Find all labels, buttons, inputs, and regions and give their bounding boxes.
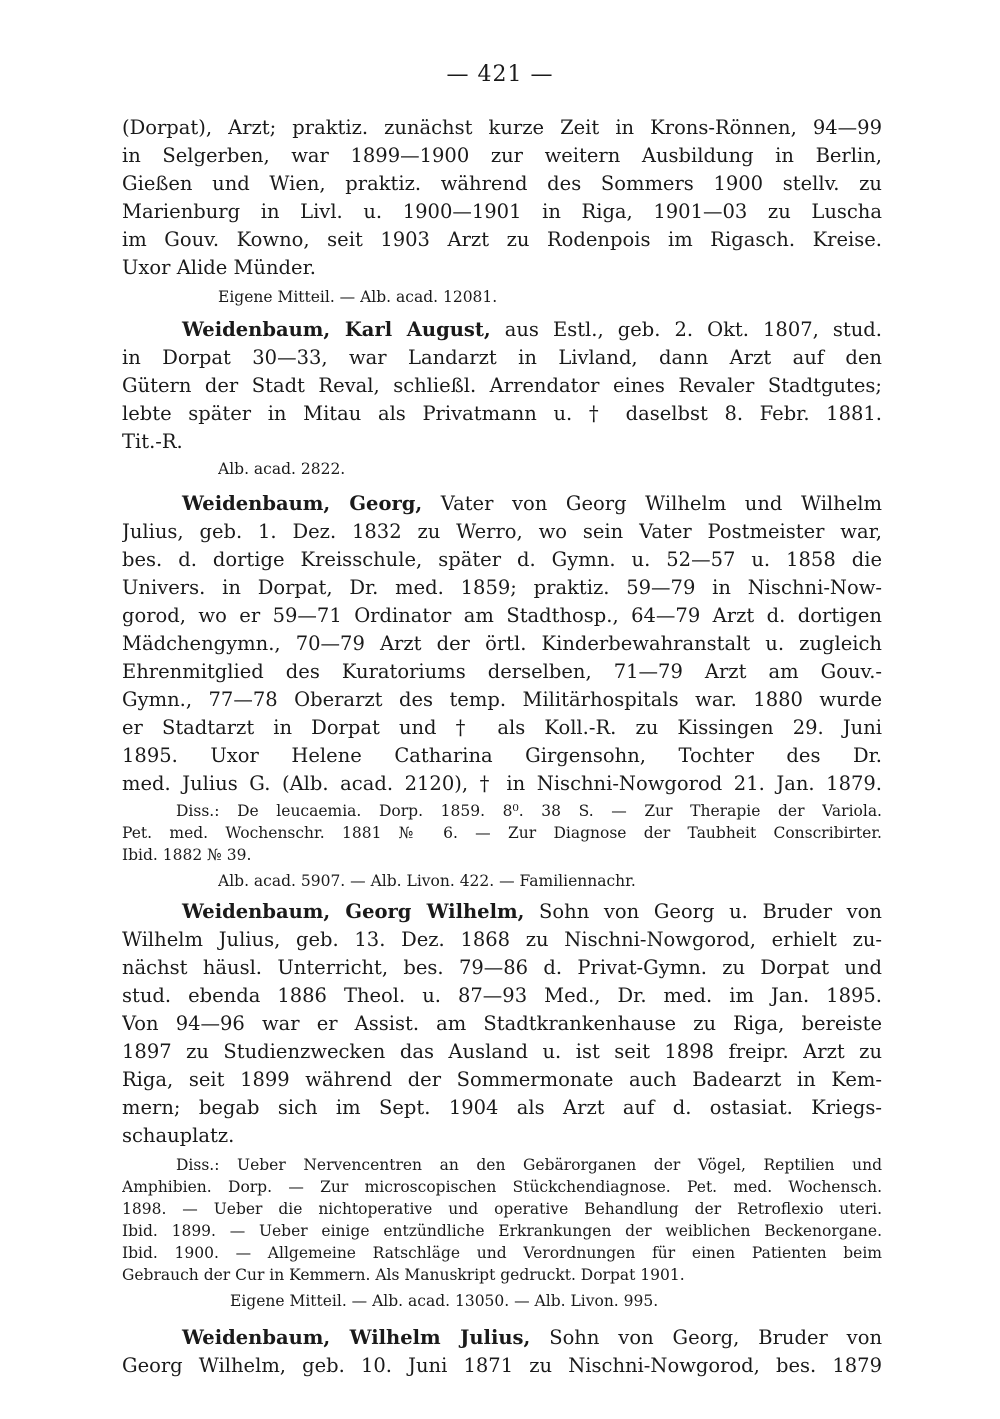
entry-heading-line	[122, 316, 882, 344]
entry-text-line: Mädchengymn., 70—79 Arzt der örtl. Kinderbewahranstalt u. zugleich	[122, 632, 882, 655]
dissertation-line: Gebrauch der Cur in Kemmern. Als Manuskript gedruckt. Dorpat 1901.	[122, 1266, 685, 1284]
entry-text-line: 1895. Uxor Helene Catharina Girgensohn, Tochter des Dr.	[122, 744, 882, 767]
entry-text-line: schauplatz.	[122, 1124, 235, 1147]
entry-heading-line	[122, 490, 882, 518]
entry-text-line: in Dorpat 30—33, war Landarzt in Livland, dann Arzt auf den	[122, 346, 882, 369]
entry-text-line: 1897 zu Studienzwecken das Ausland u. ist seit 1898 freipr. Arzt zu	[122, 1040, 882, 1063]
page-number: — 421 —	[446, 62, 554, 87]
entry-source: Alb. acad. 5907. — Alb. Livon. 422. — Familiennachr.	[218, 872, 636, 890]
dissertation-line: Ibid. 1899. — Ueber einige entzündliche Erkrankungen der weiblichen Beckenorgane.	[122, 1222, 882, 1240]
entry-text: aus Estl., geb. 2. Okt. 1807, stud.	[490, 318, 882, 341]
entry-text-line: Tit.-R.	[122, 430, 183, 453]
entry-text-line: gorod, wo er 59—71 Ordinator am Stadthosp., 64—79 Arzt d. dortigen	[122, 604, 882, 627]
dissertation-line: Diss.: De leucaemia. Dorp. 1859. 8⁰. 38 S. — Zur Therapie der Variola.	[176, 802, 882, 820]
entry-heading-line	[122, 1324, 882, 1352]
entry-name: Weidenbaum, Karl August,	[182, 318, 491, 341]
entry-text-line: nächst häusl. Unterricht, bes. 79—86 d. Privat-Gymn. zu Dorpat und	[122, 956, 882, 979]
dissertation-line: Ibid. 1882 № 39.	[122, 846, 252, 864]
entry-text-line: Riga, seit 1899 während der Sommermonate auch Badearzt in Kem-	[122, 1068, 882, 1091]
entry-name: Weidenbaum, Wilhelm Julius,	[182, 1326, 531, 1349]
entry-text-line: med. Julius G. (Alb. acad. 2120), † in Nischni-Nowgorod 21. Jan. 1879.	[122, 772, 882, 795]
entry-text-line: bes. d. dortige Kreisschule, später d. Gymn. u. 52—57 u. 1858 die	[122, 548, 882, 571]
entry-text: Sohn von Georg, Bruder von	[530, 1326, 882, 1349]
entry-text-line: Marienburg in Livl. u. 1900—1901 in Riga, 1901—03 zu Luscha	[122, 200, 882, 223]
entry-text-line: in Selgerben, war 1899—1900 zur weitern Ausbildung in Berlin,	[122, 144, 882, 167]
entry-text-line: Gießen und Wien, praktiz. während des Sommers 1900 stellv. zu	[122, 172, 882, 195]
entry-text-line: stud. ebenda 1886 Theol. u. 87—93 Med., Dr. med. im Jan. 1895.	[122, 984, 882, 1007]
entry-text-line: Wilhelm Julius, geb. 13. Dez. 1868 zu Nischni-Nowgorod, erhielt zu-	[122, 928, 882, 951]
entry-text-line: Univers. in Dorpat, Dr. med. 1859; praktiz. 59—79 in Nischni-Now-	[122, 576, 882, 599]
dissertation-line: 1898. — Ueber die nichtoperative und operative Behandlung der Retroflexio uteri.	[122, 1200, 882, 1218]
entry-text-line: Gütern der Stadt Reval, schließl. Arrendator eines Revaler Stadtgutes;	[122, 374, 882, 397]
entry-text-line: im Gouv. Kowno, seit 1903 Arzt zu Rodenpois im Rigasch. Kreise.	[122, 228, 882, 251]
entry-source: Eigene Mitteil. — Alb. acad. 12081.	[218, 288, 498, 306]
entry-heading-line	[122, 898, 882, 926]
entry-text-line: (Dorpat), Arzt; praktiz. zunächst kurze Zeit in Krons-Rönnen, 94—99	[122, 116, 882, 139]
entry-name: Weidenbaum, Georg,	[182, 492, 423, 515]
dissertation-line: Pet. med. Wochenschr. 1881 № 6. — Zur Diagnose der Taubheit Conscribirter.	[122, 824, 882, 842]
entry-name: Weidenbaum, Georg Wilhelm,	[182, 900, 525, 923]
entry-text-line: Gymn., 77—78 Oberarzt des temp. Militärhospitals war. 1880 wurde	[122, 688, 882, 711]
entry-text-line: Von 94—96 war er Assist. am Stadtkrankenhause zu Riga, bereiste	[122, 1012, 882, 1035]
entry-text-line: Julius, geb. 1. Dez. 1832 zu Werro, wo sein Vater Postmeister war,	[122, 520, 882, 543]
dissertation-line: Ibid. 1900. — Allgemeine Ratschläge und Verordnungen für einen Patienten beim	[122, 1244, 882, 1262]
entry-source: Eigene Mitteil. — Alb. acad. 13050. — Alb. Livon. 995.	[230, 1292, 659, 1310]
entry-source: Alb. acad. 2822.	[218, 460, 346, 478]
entry-text-line: lebte später in Mitau als Privatmann u. † daselbst 8. Febr. 1881.	[122, 402, 882, 425]
entry-text: Vater von Georg Wilhelm und Wilhelm	[422, 492, 882, 515]
entry-text-line: Uxor Alide Münder.	[122, 256, 316, 279]
entry-text-line: er Stadtarzt in Dorpat und † als Koll.-R. zu Kissingen 29. Juni	[122, 716, 882, 739]
dissertation-line: Amphibien. Dorp. — Zur microscopischen Stückchendiagnose. Pet. med. Wochensch.	[122, 1178, 882, 1196]
entry-text-line: mern; begab sich im Sept. 1904 als Arzt auf d. ostasiat. Kriegs-	[122, 1096, 882, 1119]
dissertation-line: Diss.: Ueber Nervencentren an den Gebärorganen der Vögel, Reptilien und	[176, 1156, 882, 1174]
entry-text-line: Georg Wilhelm, geb. 10. Juni 1871 zu Nischni-Nowgorod, bes. 1879	[122, 1354, 882, 1377]
entry-text: Sohn von Georg u. Bruder von	[524, 900, 882, 923]
entry-text-line: Ehrenmitglied des Kuratoriums derselben, 71—79 Arzt am Gouv.-	[122, 660, 882, 683]
